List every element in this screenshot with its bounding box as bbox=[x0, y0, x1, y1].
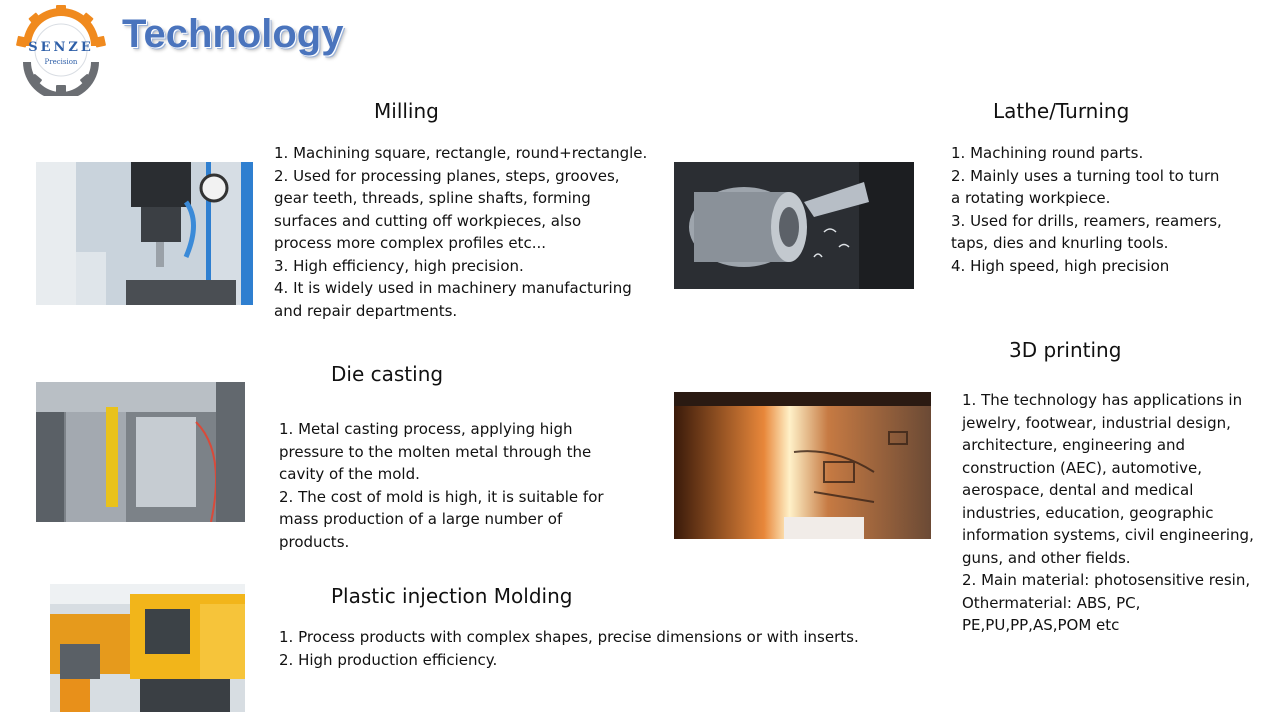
die-casting-line: cavity of the mold. bbox=[279, 465, 420, 483]
milling-line: surfaces and cutting off workpieces, also bbox=[274, 211, 582, 230]
milling-description bbox=[274, 142, 647, 322]
printing-3d-line: aerospace, dental and medical bbox=[962, 481, 1194, 499]
printing-3d-line: jewelry, footwear, industrial design, bbox=[962, 413, 1231, 432]
printing-3d-line: information systems, civil engineering, bbox=[962, 526, 1254, 544]
die-casting-line: 2. The cost of mold is high, it is suitable for bbox=[279, 487, 604, 506]
printing-3d-description bbox=[962, 389, 1254, 637]
milling-line: 2. Used for processing planes, steps, grooves, bbox=[274, 166, 620, 185]
die-casting-photo bbox=[36, 382, 245, 522]
milling-line: and repair departments. bbox=[274, 301, 458, 320]
milling-title: Milling bbox=[374, 99, 439, 123]
printing-3d-line: 1. The technology has applications in bbox=[962, 391, 1243, 409]
printing-3d-line: Othermaterial: ABS, PC, bbox=[962, 593, 1141, 612]
printing-3d-line: construction (AEC), automotive, bbox=[962, 458, 1202, 477]
lathe-description bbox=[951, 142, 1222, 277]
injection-description bbox=[279, 626, 859, 671]
lathe-line: taps, dies and knurling tools. bbox=[951, 234, 1169, 252]
printing-3d-line: industries, education, geographic bbox=[962, 503, 1214, 522]
lathe-line: a rotating workpiece. bbox=[951, 189, 1111, 207]
injection-line: 1. Process products with complex shapes, precise dimensions or with inserts. bbox=[279, 628, 859, 646]
page-title: Technology bbox=[122, 12, 344, 56]
die-casting-line: mass production of a large number of bbox=[279, 510, 563, 528]
milling-photo bbox=[36, 162, 253, 305]
die-casting-line: pressure to the molten metal through the bbox=[279, 442, 592, 461]
printing-3d-line: architecture, engineering and bbox=[962, 436, 1186, 454]
die-casting-description bbox=[279, 418, 604, 553]
lathe-line: 3. Used for drills, reamers, reamers, bbox=[951, 211, 1222, 230]
lathe-line: 4. High speed, high precision bbox=[951, 256, 1170, 275]
milling-line: gear teeth, threads, spline shafts, forming bbox=[274, 189, 591, 207]
die-casting-line: products. bbox=[279, 532, 350, 551]
die-casting-title: Die casting bbox=[331, 362, 444, 386]
injection-photo bbox=[50, 584, 245, 712]
milling-line: 1. Machining square, rectangle, round+rectangle. bbox=[274, 144, 648, 162]
printing-3d-photo bbox=[674, 392, 931, 539]
milling-line: process more complex profiles etc... bbox=[274, 234, 546, 252]
milling-line: 3. High efficiency, high precision. bbox=[274, 256, 524, 275]
logo-sub-text: Precision bbox=[44, 58, 78, 66]
printing-3d-line: 2. Main material: photosensitive resin, bbox=[962, 571, 1251, 589]
printing-3d-line: guns, and other fields. bbox=[962, 548, 1131, 567]
printing-3d-line: PE,PU,PP,AS,POM etc bbox=[962, 616, 1120, 634]
injection-title: Plastic injection Molding bbox=[331, 584, 573, 608]
printing-3d-title: 3D printing bbox=[1009, 338, 1122, 362]
lathe-title: Lathe/Turning bbox=[993, 99, 1130, 123]
die-casting-line: 1. Metal casting process, applying high bbox=[279, 420, 573, 438]
lathe-line: 2. Mainly uses a turning tool to turn bbox=[951, 166, 1220, 185]
lathe-photo bbox=[674, 162, 914, 289]
logo-brand-text: SENZE bbox=[28, 40, 94, 55]
lathe-line: 1. Machining round parts. bbox=[951, 144, 1144, 162]
injection-line: 2. High production efficiency. bbox=[279, 650, 498, 669]
milling-line: 4. It is widely used in machinery manufacturing bbox=[274, 279, 632, 297]
company-logo bbox=[16, 4, 106, 96]
